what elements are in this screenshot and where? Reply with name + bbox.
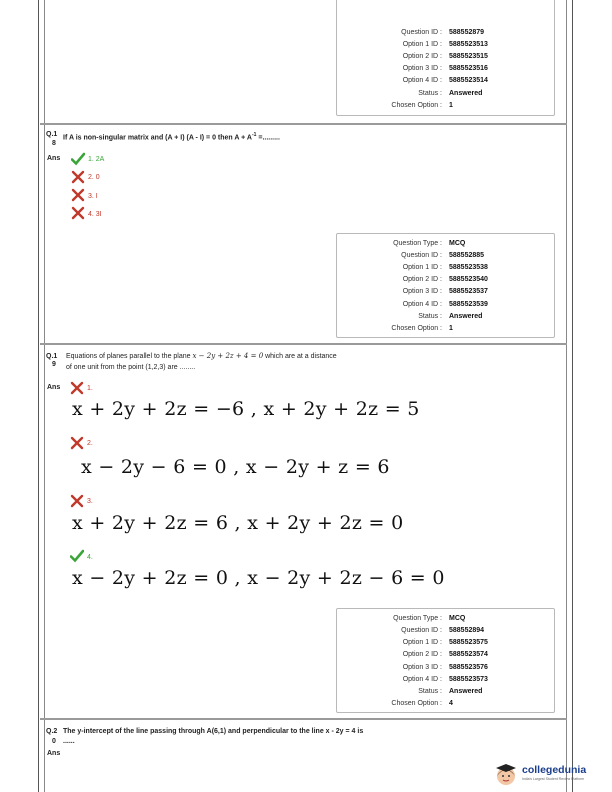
option-3-label: 3. (87, 498, 93, 505)
option-1-label: 1. (87, 385, 93, 392)
check-icon (70, 549, 84, 563)
option-4-equation: x − 2y + 2z = 0 , x − 2y + 2z − 6 = 0 (72, 567, 445, 589)
question-number: Q.2 (46, 728, 58, 735)
question-number-cont: 0 (52, 738, 56, 745)
question-text: Equations of planes parallel to the plane x − 2y + 2z + 4 = 0 which are at a distance (66, 352, 337, 360)
left-border-outer (38, 0, 39, 792)
left-border-inner (44, 0, 45, 792)
info-box-q19: Question Type : MCQ Question ID : 588552894 Option 1 ID : 5885523575 Option 2 ID : 5885523574 Option 3 ID : 5885523576 Option 4 ID : 5885523573 Status : Answered Chosen Option : 4 (336, 608, 555, 713)
cross-icon (71, 170, 85, 184)
cross-icon (71, 206, 85, 220)
ans-label: Ans (47, 155, 61, 162)
question-text-line2: of one unit from the point (1,2,3) are ........ (66, 364, 196, 371)
option-4: 4. 3I (88, 211, 102, 218)
cross-icon (70, 381, 84, 395)
question-separator (40, 718, 567, 720)
option-3-equation: x + 2y + 2z = 6 , x + 2y + 2z = 0 (72, 512, 404, 534)
ans-label: Ans (47, 750, 61, 757)
option-2: 2. 0 (88, 174, 100, 181)
option-1-equation: x + 2y + 2z = −6 , x + 2y + 2z = 5 (72, 398, 420, 420)
option-3: 3. I (88, 193, 98, 200)
option-2-label: 2. (87, 440, 93, 447)
question-separator (40, 123, 567, 125)
question-separator (40, 343, 567, 345)
cross-icon (70, 436, 84, 450)
question-text-line2: ...... (63, 738, 75, 745)
option-1: 1. 2A (88, 156, 105, 163)
info-box-previous: Question ID : 588552879 Option 1 ID : 5885523513 Option 2 ID : 5885523515 Option 3 ID : 5885523516 Option 4 ID : 5885523514 Status : Answered Chosen Option : 1 (336, 0, 555, 116)
brand-tagline: India's Largest Student Review Platform (522, 777, 585, 781)
brand-logo-text: collegedunia (522, 764, 587, 776)
question-number: Q.1 (46, 131, 58, 138)
question-number-cont: 8 (52, 140, 56, 147)
question-text: The y-intercept of the line passing through A(6,1) and perpendicular to the line x - 2y = 4 is (63, 728, 364, 735)
right-border-inner (566, 0, 567, 792)
option-2-equation: x − 2y − 6 = 0 , x − 2y + z = 6 (81, 456, 390, 478)
info-box-q18: Question Type : MCQ Question ID : 588552885 Option 1 ID : 5885523538 Option 2 ID : 5885523540 Option 3 ID : 5885523537 Option 4 ID : 5885523539 Status : Answered Chosen Option : 1 (336, 233, 555, 338)
option-4-label: 4. (87, 554, 93, 561)
ans-label: Ans (47, 384, 61, 391)
question-number: Q.1 (46, 353, 58, 360)
right-border-outer (572, 0, 573, 792)
cross-icon (70, 494, 84, 508)
question-text: If A is non-singular matrix and (A + I) (A - I) = 0 then $A + A^{-1}$ =......... (63, 132, 280, 142)
check-icon (71, 152, 85, 166)
question-number-cont: 9 (52, 361, 56, 368)
cross-icon (71, 188, 85, 202)
graduate-avatar-icon (492, 760, 520, 788)
